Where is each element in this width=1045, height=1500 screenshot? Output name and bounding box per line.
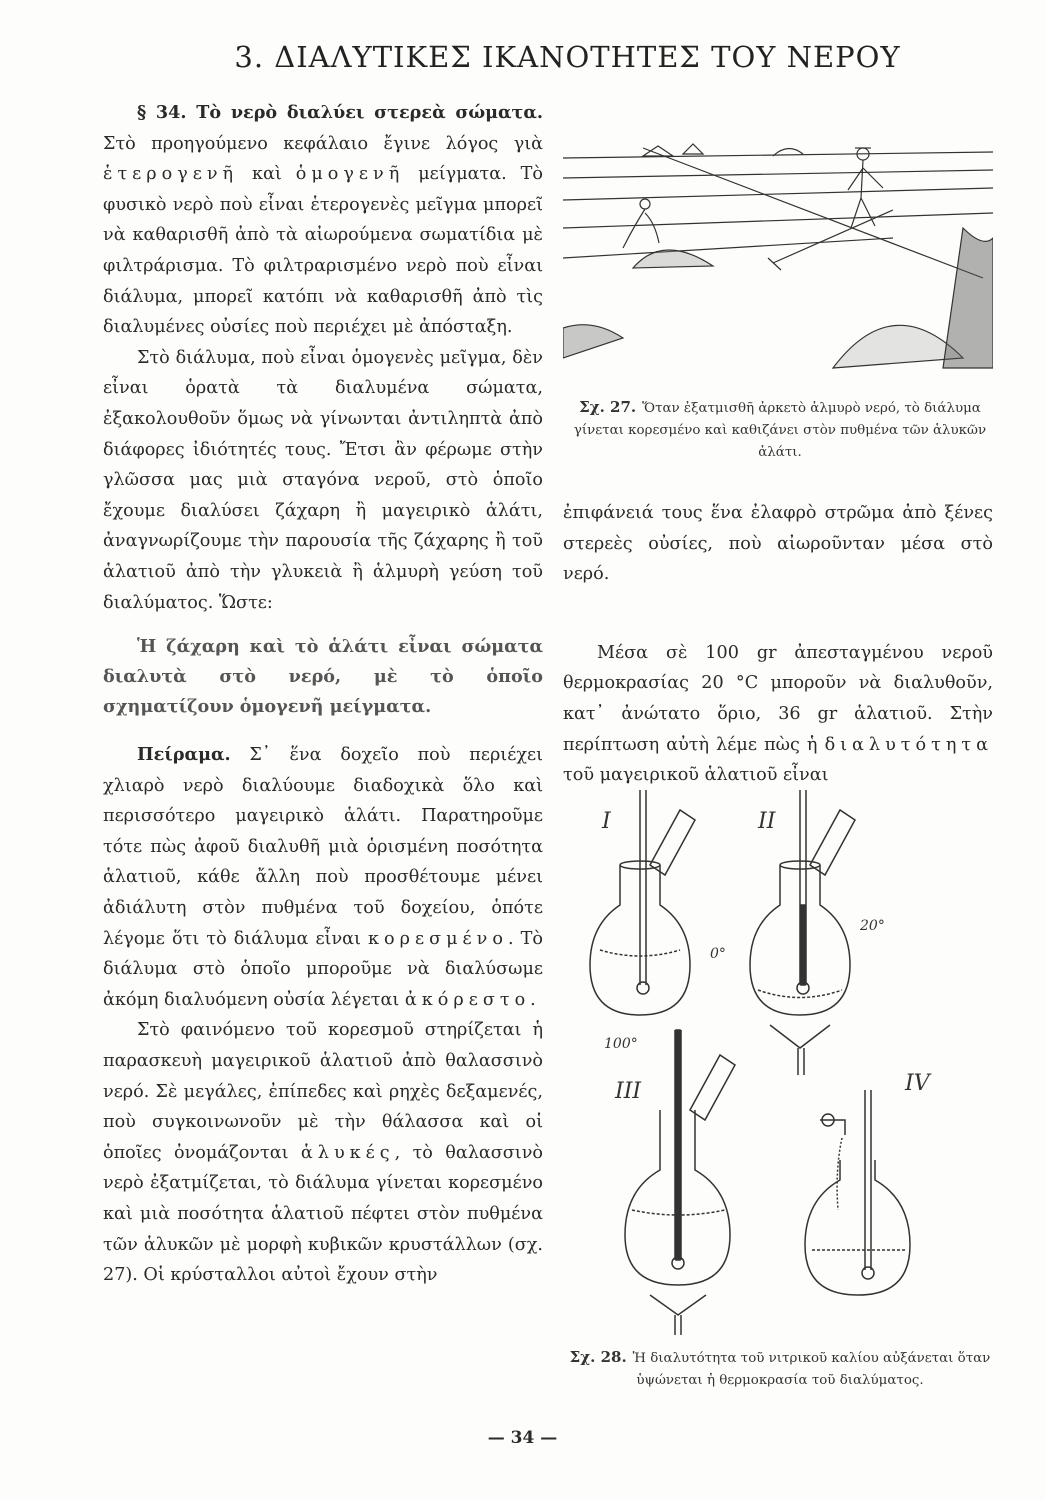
flasks-diagram (580, 790, 1000, 1335)
temperature-label-20: 20° (860, 918, 885, 934)
emphasis-solubility: διαλυτότητα (824, 734, 993, 755)
section-heading: § 34. Τὸ νερὸ διαλύει στερεὰ σώματα. (137, 102, 543, 123)
paragraph-experiment: Πείραμα. Σ᾽ ἕνα δοχεῖο ποὺ περιέχει χλιαρὸ νερὸ διαλύουμε διαδοχικὰ ὅλο καὶ περισσότερο μαγειρικὸ ἁλάτι. Παρατηροῦμε τότε πὼς ἀφοῦ διαλυθῆ μιὰ ὁρισμένη ποσότητα ἁλατιοῦ, κάθε ἄλλη ποὺ προσθέτουμε μένει ἀδιάλυτη στὸν πυθμένα τοῦ δοχείου, ὁπότε λέγομε ὅτι τὸ διάλυμα εἶναι κορεσμένο. Τὸ διάλυμα στὸ ὁποῖο μποροῦμε νὰ διαλύσωμε ἀκόμη διαλυόμενη οὐσία λέγεται ἀκόρεστο. (103, 744, 543, 1010)
figure-28-label: Σχ. 28. (569, 1348, 627, 1366)
paragraph-salt-production: Στὸ φαινόμενο τοῦ κορεσμοῦ στηρίζεται ἡ παρασκευὴ μαγειρικοῦ ἁλατιοῦ ἀπὸ θαλασσινὸ νερό. Σὲ μεγάλες, ἐπίπεδες καὶ ρηχὲς δεξαμενές, ποὺ συγκοινωνοῦν μὲ τὴν θάλασσα καὶ οἱ ὁποῖες ὀνομάζονται ἁλυκές, τὸ θαλασσινὸ νερὸ ἐξατμίζεται, τὸ διάλυμα γίνεται κορεσμένο καὶ μιὰ ποσότητα ἁλατιοῦ πέφτει στὸν πυθμένα τῶν ἁλυκῶν μὲ μορφὴ κυβικῶν κρυστάλλων (σχ. 27). Οἱ κρύσταλλοι αὐτοὶ ἔχουν στὴν (103, 1020, 543, 1286)
experiment-label: Πείραμα. (137, 744, 231, 766)
panel-label-1: I (602, 809, 611, 834)
paragraph-intro: § 34. Τὸ νερὸ διαλύει στερεὰ σώματα. Στὸ προηγούμενο κεφάλαιο ἔγινε λόγος γιὰ ἑτερογενῆ καὶ ὁμογενῆ μείγματα. Τὸ φυσικὸ νερὸ ποὺ εἶναι ἑτερογενὲς μεῖγμα μπορεῖ νὰ καθαρισθῆ ἀπὸ τὰ αἰωρούμενα σωματίδια μὲ φιλτράρισμα. Τὸ φιλτραρισμένο νερὸ ποὺ εἶναι διάλυμα, μπορεῖ κατόπι νὰ καθαρισθῆ ἀπὸ τὶς διαλυμένες οὐσίες ποὺ περιέχει μὲ ἀπόσταξη. (103, 102, 543, 338)
panel-label-3: III (615, 1079, 642, 1104)
emphasis-saturated: κορεσμένο (368, 928, 508, 949)
left-column (103, 98, 543, 1291)
emphasis-homogeneous: ὁμογενῆ (295, 164, 405, 185)
emphasis-unsaturated: ἀκόρεστο (404, 989, 531, 1010)
figure-27-caption: Σχ. 27. Ὅταν ἐξατμισθῆ ἀρκετὸ ἁλμυρὸ νερό, τὸ διάλυμα γίνεται κορεσμένο καὶ καθιζάνει στὸν πυθμένα τῶν ἁλυκῶν ἁλάτι. (573, 398, 987, 460)
emphasis-heterogeneous: ἑτερογενῆ (103, 164, 239, 185)
emphasis-salt-pans: ἁλυκές (300, 1142, 395, 1163)
paragraph-solubility: Μέσα σὲ 100 gr ἀπεσταγμένου νεροῦ θερμοκρασίας 20 °C μποροῦν νὰ διαλυθοῦν, κατ᾽ ἀνώτατο ὅριο, 36 gr ἁλατιοῦ. Στὴν περίπτωση αὐτὴ λέμε πὼς ἡ διαλυτότητα τοῦ μαγειρικοῦ ἁλατιοῦ εἶναι (563, 642, 993, 786)
paragraph-solution: Στὸ διάλυμα, ποὺ εἶναι ὁμογενὲς μεῖγμα, δὲν εἶναι ὁρατὰ τὰ διαλυμένα σώματα, ἐξακολουθοῦν ὅμως νὰ γίνωνται ἀντιληπτὰ ἀπὸ διάφορες ἰδιότητές τους. Ἔτσι ἂν φέρωμε στὴν γλῶσσα μας μιὰ σταγόνα νεροῦ, στὸ ὁποῖο ἔχουμε διαλύσει ζάχαρη ἢ μαγειρικὸ ἁλάτι, ἀναγνωρίζουμε τὴν παρουσία τῆς ζάχαρης ἢ τοῦ ἁλατιοῦ ἀπὸ τὴν γλυκειὰ ἢ ἁλμυρὴ γεύση τοῦ διαλύματος. Ὥστε: (103, 347, 543, 613)
temperature-label-0: 0° (710, 946, 726, 962)
figure-27-label: Σχ. 27. (579, 398, 637, 416)
panel-label-2: II (758, 809, 776, 834)
salt-pans-illustration (563, 118, 993, 388)
paragraph-crystals: ἐπιφάνειά τους ἕνα ἐλαφρὸ στρῶμα ἀπὸ ξένες στερεὲς οὐσίες, ποὺ αἰωροῦνταν μέσα στὸ νερό. (563, 503, 993, 585)
chapter-title: 3. ΔΙΑΛΥΤΙΚΕΣ ΙΚΑΝΟΤΗΤΕΣ ΤΟΥ ΝΕΡΟΥ (234, 40, 901, 74)
right-column (563, 498, 993, 791)
page-number: — 34 — (487, 1428, 558, 1448)
figure-28-caption: Σχ. 28. Ἡ διαλυτότητα τοῦ νιτρικοῦ καλίου αὐξάνεται ὅταν ὑψώνεται ἡ θερμοκρασία τοῦ διαλύματος. (569, 1348, 991, 1388)
temperature-label-100: 100° (604, 1036, 638, 1052)
law-statement: Ἡ ζάχαρη καὶ τὸ ἁλάτι εἶναι σώματα διαλυτὰ στὸ νερό, μὲ τὸ ὁποῖο σχηματίζουν ὁμογενῆ μείγματα. (103, 636, 543, 718)
panel-label-4: IV (905, 1071, 930, 1096)
